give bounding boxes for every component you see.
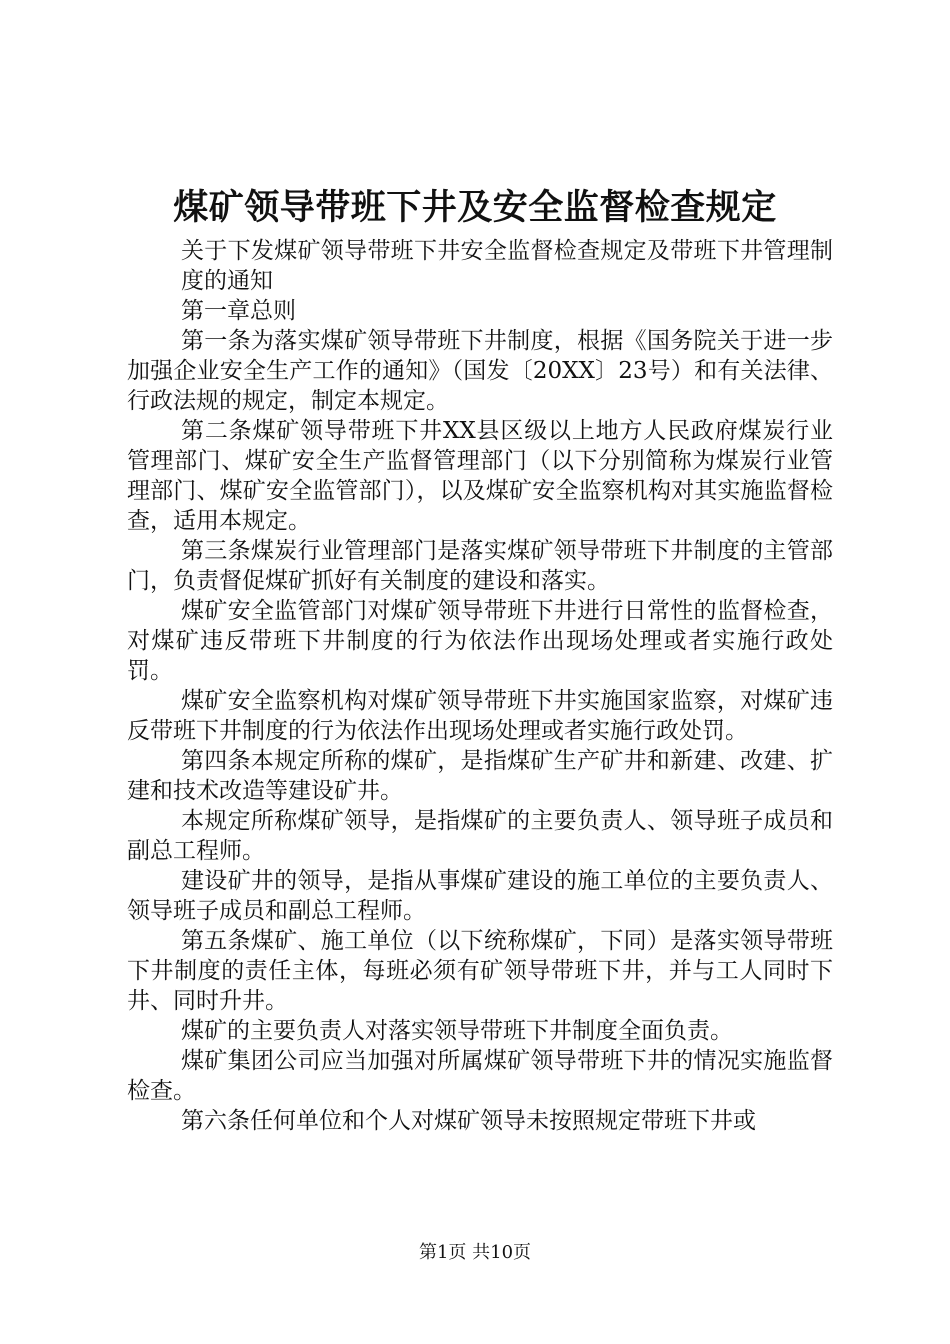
paragraph-notice-heading: 关于下发煤矿领导带班下井安全监督检查规定及带班下井管理制度的通知 [181,238,833,294]
paragraph-article-2: 第二条煤矿领导带班下井XX县区级以上地方人民政府煤炭行业管理部门、煤矿安全生产监督管理部门（以下分别简称为煤炭行业管理部门、煤矿安全监管部门），以及煤矿安全监察机构对其实施监督检查，适用本规定。 [127,418,833,534]
paragraph-article-3: 第三条煤炭行业管理部门是落实煤矿领导带班下井制度的主管部门，负责督促煤矿抓好有关制度的建设和落实。 [127,538,833,594]
paragraph-mine-leaders: 本规定所称煤矿领导，是指煤矿的主要负责人、领导班子成员和副总工程师。 [127,808,833,864]
paragraph-construction-leaders: 建设矿井的领导，是指从事煤矿建设的施工单位的主要负责人、领导班子成员和副总工程师。 [127,868,833,924]
paragraph-main-responsible: 煤矿的主要负责人对落实领导带班下井制度全面负责。 [181,1018,733,1044]
paragraph-article-4: 第四条本规定所称的煤矿，是指煤矿生产矿井和新建、改建、扩建和技术改造等建设矿井。 [127,748,833,804]
paragraph-article-5: 第五条煤矿、施工单位（以下统称煤矿，下同）是落实领导带班下井制度的责任主体，每班必须有矿领导带班下井，并与工人同时下井、同时升井。 [127,928,833,1014]
paragraph-chapter-heading: 第一章总则 [181,298,296,324]
page-number: 第1页 共10页 [418,1242,532,1263]
document-title: 煤矿领导带班下井及安全监督检查规定 [173,187,777,228]
paragraph-article-1: 第一条为落实煤矿领导带班下井制度，根据《国务院关于进一步加强企业安全生产工作的通知》（国发〔20XX〕23号）和有关法律、行政法规的规定，制定本规定。 [127,328,833,414]
paragraph-group-company: 煤矿集团公司应当加强对所属煤矿领导带班下井的情况实施监督检查。 [127,1048,833,1104]
paragraph-article-6: 第六条任何单位和个人对煤矿领导未按照规定带班下井或 [181,1108,756,1134]
paragraph-safety-inspection: 煤矿安全监察机构对煤矿领导带班下井实施国家监察，对煤矿违反带班下井制度的行为依法作出现场处理或者实施行政处罚。 [127,688,833,744]
document-body [127,236,833,1136]
paragraph-safety-supervision: 煤矿安全监管部门对煤矿领导带班下井进行日常性的监督检查，对煤矿违反带班下井制度的行为依法作出现场处理或者实施行政处罚。 [127,598,833,684]
